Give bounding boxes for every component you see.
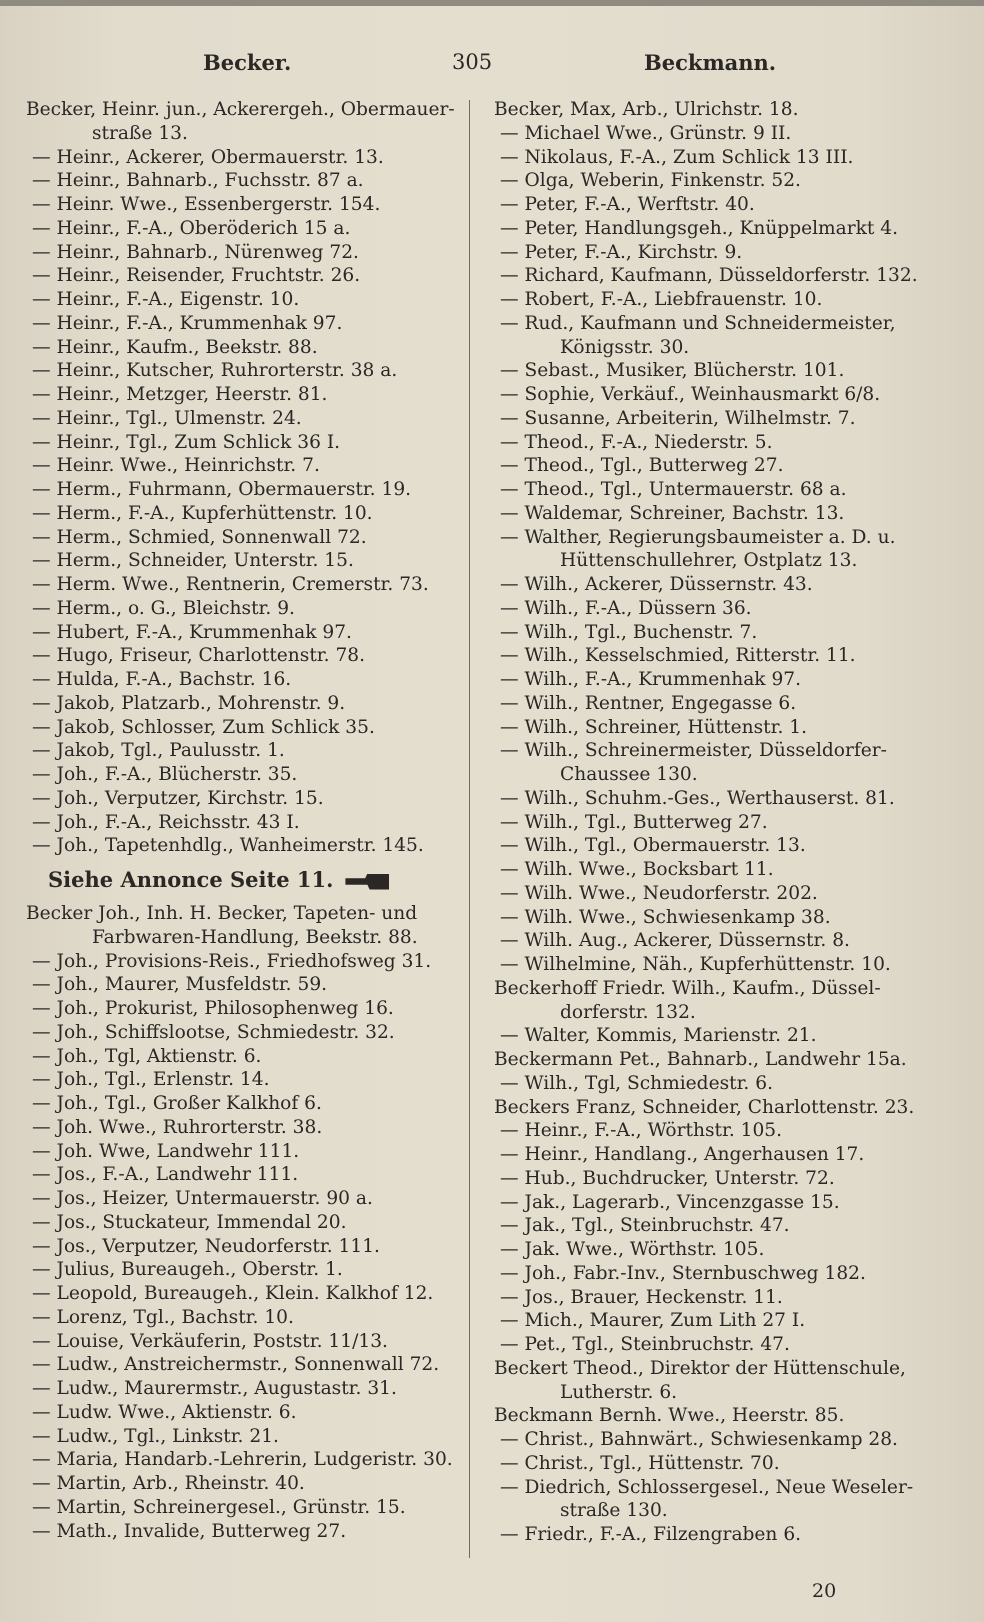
directory-entry: — Heinr., F.-A., Eigenstr. 10. [32,289,300,310]
directory-entry: — Peter, Handlungsgeh., Knüppelmarkt 4. [500,217,899,239]
directory-entry: — Ludw., Maurermstr., Augustastr. 31. [32,1378,397,1399]
directory-entry: Beckermann Pet., Bahnarb., Landwehr 15a. [494,1049,907,1070]
directory-entry: — Christ., Bahnwärt., Schwiesenkamp 28. [500,1429,898,1450]
pointing-hand-icon [345,874,389,890]
directory-entry: — Wilh., Tgl., Butterweg 27. [500,811,768,833]
directory-entry: — Wilh., F.-A., Krummenhak 97. [500,669,802,690]
directory-entry: — Heinr., F.-A., Oberöderich 15 a. [32,217,351,239]
directory-entry-continuation: straße 13. [92,122,188,144]
directory-entry: — Math., Invalide, Butterweg 27. [32,1520,347,1542]
directory-entry: Becker, Max, Arb., Ulrichstr. 18. [494,99,799,120]
header-left-surname: Becker. [203,50,292,75]
directory-entry: — Joh., Fabr.-Inv., Sternbuschweg 182. [500,1262,866,1284]
sheet-number: 20 [812,1580,837,1602]
directory-entry: — Heinr., F.-A., Krummenhak 97. [32,312,343,334]
directory-entry: — Wilh., Tgl., Obermauerstr. 13. [500,835,806,857]
directory-entry: — Herm., o. G., Bleichstr. 9. [32,597,295,619]
directory-entry-continuation: Lutherstr. 6. [560,1381,678,1403]
directory-entry: — Jak., Lagerarb., Vincenzgasse 15. [500,1191,840,1213]
directory-entry: — Joh., Schiffslootse, Schmiedestr. 32. [32,1021,395,1043]
directory-entry: — Diedrich, Schlossergesel., Neue Weseler- [500,1476,914,1498]
directory-entry: — Walter, Kommis, Marienstr. 21. [500,1025,817,1047]
directory-entry: — Jak. Wwe., Wörthstr. 105. [500,1239,765,1260]
directory-entry: — Hugo, Friseur, Charlottenstr. 78. [32,645,366,667]
directory-entry: — Rud., Kaufmann und Schneidermeister, [500,312,896,334]
directory-entry: — Walther, Regierungsbaumeister a. D. u. [500,526,896,548]
directory-entry: — Julius, Bureaugeh., Oberstr. 1. [32,1259,343,1281]
directory-entry-continuation: Farbwaren-Handlung, Beekstr. 88. [92,926,418,948]
directory-entry: — Wilh., Schuhm.-Ges., Werthauserst. 81. [500,787,895,809]
annonce-text: Siehe Annonce Seite 11. [48,867,334,892]
scan-edge [0,0,984,6]
directory-entry: — Sebast., Musiker, Blücherstr. 101. [500,360,845,382]
page-header [0,46,984,80]
directory-entry: — Herm., Schneider, Unterstr. 15. [32,550,354,572]
directory-entry: — Wilh. Aug., Ackerer, Düssernstr. 8. [500,930,850,952]
directory-entry: — Peter, F.-A., Werftstr. 40. [500,194,755,215]
directory-entry: — Theod., F.-A., Niederstr. 5. [500,431,773,453]
directory-entry: — Jos., Verputzer, Neudorferstr. 111. [32,1235,380,1257]
directory-entry: — Ludw. Wwe., Aktienstr. 6. [32,1401,297,1423]
directory-entry: — Joh., Tgl., Großer Kalkhof 6. [32,1093,322,1114]
directory-entry: — Joh., Tgl., Erlenstr. 14. [32,1069,270,1091]
directory-entry: — Waldemar, Schreiner, Bachstr. 13. [500,502,845,524]
directory-entry: — Heinr., Tgl., Zum Schlick 36 I. [32,431,341,453]
directory-entry: — Wilh., Kesselschmied, Ritterstr. 11. [500,645,856,667]
directory-entry: — Leopold, Bureaugeh., Klein. Kalkhof 12. [32,1283,434,1304]
directory-entry: — Joh. Wwe., Ruhrorterstr. 38. [32,1116,323,1138]
directory-entry: — Jak., Tgl., Steinbruchstr. 47. [500,1215,790,1237]
directory-entry: — Jakob, Schlosser, Zum Schlick 35. [32,716,375,738]
directory-entry: — Susanne, Arbeiterin, Wilhelmstr. 7. [500,407,856,429]
directory-entry-continuation: straße 130. [560,1500,668,1522]
directory-entry: — Wilh., Tgl., Buchenstr. 7. [500,621,758,643]
directory-entry: — Michael Wwe., Grünstr. 9 II. [500,122,792,144]
directory-entry: — Heinr., Bahnarb., Nürenweg 72. [32,241,359,263]
directory-entry: Beckmann Bernh. Wwe., Heerstr. 85. [494,1405,845,1427]
directory-entry: — Christ., Tgl., Hüttenstr. 70. [500,1452,780,1474]
directory-entry: — Wilh. Wwe., Bocksbart 11. [500,859,774,880]
directory-entry: — Friedr., F.-A., Filzengraben 6. [500,1524,802,1545]
annonce-notice [26,858,466,902]
directory-entry: — Heinr. Wwe., Heinrichstr. 7. [32,455,320,477]
directory-entry: — Joh., Verputzer, Kirchstr. 15. [32,787,324,809]
page-number: 305 [452,50,493,74]
directory-entry: — Olga, Weberin, Finkenstr. 52. [500,170,801,192]
directory-entry: — Joh., Provisions-Reis., Friedhofsweg 31. [32,950,432,972]
directory-entry: — Joh., Maurer, Musfeldstr. 59. [32,974,328,996]
directory-entry: — Ludw., Tgl., Linkstr. 21. [32,1425,279,1447]
directory-entry: — Heinr., Ackerer, Obermauerstr. 13. [32,146,384,168]
directory-entry: — Wilh., Schreinermeister, Düsseldorfer- [500,740,887,762]
directory-entry: — Heinr., Bahnarb., Fuchsstr. 87 a. [32,170,364,192]
directory-entry: — Wilh., Schreiner, Hüttenstr. 1. [500,716,808,738]
directory-entry: — Hulda, F.-A., Bachstr. 16. [32,669,292,690]
directory-entry: — Pet., Tgl., Steinbruchstr. 47. [500,1334,790,1355]
directory-entry-continuation: Königsstr. 30. [560,336,690,358]
right-column [494,98,918,1547]
directory-entry: — Herm. Wwe., Rentnerin, Cremerstr. 73. [32,574,429,595]
left-column [26,98,466,1543]
directory-entry: — Joh. Wwe, Landwehr 111. [32,1140,300,1162]
directory-entry: — Wilh. Wwe., Schwiesenkamp 38. [500,906,831,928]
directory-entry: — Jos., F.-A., Landwehr 111. [32,1164,299,1186]
column-divider [469,100,470,1558]
directory-entry: — Lorenz, Tgl., Bachstr. 10. [32,1306,294,1328]
directory-entry: Becker, Heinr. jun., Ackerergeh., Obermauer- [26,99,455,120]
directory-entry: Beckers Franz, Schneider, Charlottenstr. 23. [494,1096,915,1118]
directory-entry: — Maria, Handarb.-Lehrerin, Ludgeristr. 30. [32,1449,453,1471]
directory-entry: Becker Joh., Inh. H. Becker, Tapeten- und [26,903,418,924]
directory-entry: Beckerhoff Friedr. Wilh., Kaufm., Düssel- [494,977,881,999]
directory-entry: — Jakob, Tgl., Paulusstr. 1. [32,740,285,762]
directory-entry: — Theod., Tgl., Butterweg 27. [500,455,784,477]
directory-entry-continuation: dorferstr. 132. [560,1001,696,1023]
directory-entry: — Jos., Stuckateur, Immendal 20. [32,1211,347,1233]
directory-entry: — Heinr. Wwe., Essenbergerstr. 154. [32,194,381,215]
directory-entry: — Martin, Schreinergesel., Grünstr. 15. [32,1496,406,1518]
directory-entry: — Joh., F.-A., Blücherstr. 35. [32,764,298,785]
directory-entry: — Heinr., Metzger, Heerstr. 81. [32,384,328,405]
directory-entry: — Joh., Prokurist, Philosophenweg 16. [32,998,394,1019]
directory-entry: — Martin, Arb., Rheinstr. 40. [32,1473,305,1494]
directory-entry: — Wilhelmine, Näh., Kupferhüttenstr. 10. [500,954,891,975]
directory-entry: — Wilh., Tgl, Schmiedestr. 6. [500,1072,773,1094]
directory-entry: — Heinr., F.-A., Wörthstr. 105. [500,1120,783,1142]
directory-entry-continuation: Hüttenschullehrer, Ostplatz 13. [560,550,858,572]
directory-entry: — Sophie, Verkäuf., Weinhausmarkt 6/8. [500,384,881,405]
directory-entry-continuation: Chaussee 130. [560,764,698,785]
directory-entry: — Ludw., Anstreichermstr., Sonnenwall 72. [32,1354,440,1376]
directory-entry: — Joh., Tgl, Aktienstr. 6. [32,1045,262,1067]
directory-entry: — Louise, Verkäuferin, Poststr. 11/13. [32,1330,388,1352]
directory-entry: — Robert, F.-A., Liebfrauenstr. 10. [500,289,823,310]
directory-entry: — Wilh., Rentner, Engegasse 6. [500,692,797,714]
directory-entry: — Heinr., Kutscher, Ruhrorterstr. 38 a. [32,360,398,382]
directory-entry: — Joh., F.-A., Reichsstr. 43 I. [32,811,300,833]
directory-entry: Beckert Theod., Direktor der Hüttenschule, [494,1357,906,1379]
directory-entry: — Heinr., Kaufm., Beekstr. 88. [32,336,318,358]
directory-entry: — Herm., Fuhrmann, Obermauerstr. 19. [32,479,412,500]
directory-entry: — Heinr., Reisender, Fruchtstr. 26. [32,265,361,287]
directory-entry: — Mich., Maurer, Zum Lith 27 I. [500,1310,806,1332]
directory-entry: — Jos., Brauer, Heckenstr. 11. [500,1286,783,1308]
directory-entry: — Herm., F.-A., Kupferhüttenstr. 10. [32,502,373,524]
directory-entry: — Jakob, Platzarb., Mohrenstr. 9. [32,692,346,714]
directory-entry: — Wilh., F.-A., Düssern 36. [500,597,752,619]
directory-entry: — Wilh. Wwe., Neudorferstr. 202. [500,882,818,904]
directory-entry: — Herm., Schmied, Sonnenwall 72. [32,526,367,548]
directory-entry: — Richard, Kaufmann, Düsseldorferstr. 132. [500,265,918,287]
directory-entry: — Jos., Heizer, Untermauerstr. 90 a. [32,1188,373,1209]
directory-entry: — Hub., Buchdrucker, Unterstr. 72. [500,1167,835,1189]
directory-entry: — Wilh., Ackerer, Düssernstr. 43. [500,574,813,595]
header-right-surname: Beckmann. [644,50,777,75]
directory-entry: — Theod., Tgl., Untermauerstr. 68 a. [500,479,847,500]
directory-entry: — Heinr., Tgl., Ulmenstr. 24. [32,407,302,429]
directory-entry: — Peter, F.-A., Kirchstr. 9. [500,241,743,263]
directory-entry: — Nikolaus, F.-A., Zum Schlick 13 III. [500,146,854,168]
directory-entry: — Heinr., Handlang., Angerhausen 17. [500,1144,865,1165]
directory-entry: — Joh., Tapetenhdlg., Wanheimerstr. 145. [32,835,424,857]
directory-entry: — Hubert, F.-A., Krummenhak 97. [32,621,352,643]
